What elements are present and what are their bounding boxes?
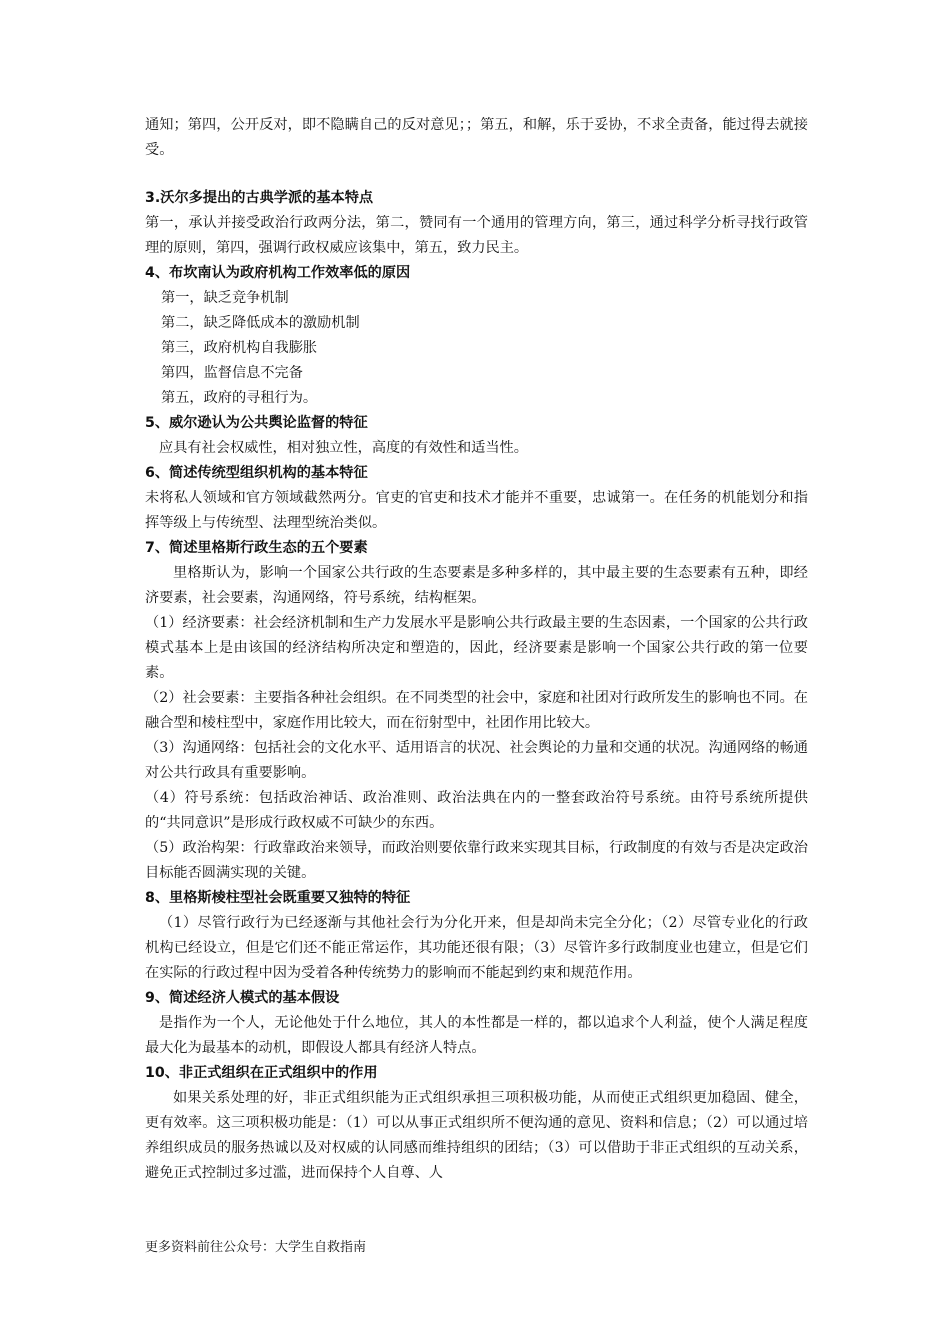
section-5-heading: 5、威尔逊认为公共舆论监督的特征 (145, 415, 368, 431)
section-7-heading: 7、简述里格斯行政生态的五个要素 (145, 540, 368, 556)
section-4-item: 第一，缺乏竞争机制 (161, 290, 289, 306)
section-3-body: 第一，承认并接受政治行政两分法，第二，赞同有一个通用的管理方向，第三，通过科学分析寻找行政管理的原则，第四，强调行政权威应该集中，第五，致力民主。 (145, 215, 808, 256)
section-7-intro: 里格斯认为，影响一个国家公共行政的生态要素是多种多样的，其中最主要的生态要素有五种，即经济要素，社会要素，沟通网络，符号系统，结构框架。 (145, 565, 808, 606)
section-7-item: （1）经济要素：社会经济机制和生产力发展水平是影响公共行政最主要的生态因素，一个国家的公共行政模式基本上是由该国的经济结构所决定和塑造的，因此，经济要素是影响一个国家公共行政的第一位要素。 (145, 615, 808, 681)
section-7-item: （2）社会要素：主要指各种社会组织。在不同类型的社会中，家庭和社团对行政所发生的影响也不同。在融合型和棱柱型中，家庭作用比较大，而在衍射型中，社团作用比较大。 (145, 690, 808, 731)
section-6-body: 未将私人领域和官方领域截然两分。官吏的官吏和技术才能并不重要，忠诚第一。在任务的机能划分和指挥等级上与传统型、法理型统治类似。 (145, 490, 808, 531)
section-7-item: （4）符号系统：包括政治神话、政治准则、政治法典在内的一整套政治符号系统。由符号系统所提供的“共同意识”是形成行政权威不可缺少的东西。 (145, 790, 808, 831)
section-8-heading: 8、里格斯棱柱型社会既重要又独特的特征 (145, 890, 411, 906)
section-4-item: 第二，缺乏降低成本的激励机制 (161, 315, 360, 331)
section-4-item: 第五，政府的寻租行为。 (161, 390, 318, 406)
document-page (145, 113, 808, 1186)
section-10-heading: 10、非正式组织在正式组织中的作用 (145, 1065, 378, 1081)
section-3-heading: 3.沃尔多提出的古典学派的基本特点 (145, 190, 374, 206)
intro-paragraph: 通知；第四，公开反对，即不隐瞒自己的反对意见；；第五，和解，乐于妥协，不求全责备，能过得去就接受。 (145, 117, 808, 158)
section-4-item: 第三，政府机构自我膨胀 (161, 340, 318, 356)
section-6-heading: 6、简述传统型组织机构的基本特征 (145, 465, 368, 481)
section-8-body: （1）尽管行政行为已经逐渐与其他社会行为分化开来，但是却尚未完全分化；（2）尽管专业化的行政机构已经设立，但是它们还不能正常运作，其功能还很有限；（3）尽管许多行政制度业也建立，但是它们在实际的行政过程中因为受着各种传统势力的影响而不能起到约束和规范作用。 (145, 915, 808, 981)
page-footer: 更多资料前往公众号：大学生自救指南 (145, 1240, 367, 1255)
section-7-item: （3）沟通网络：包括社会的文化水平、适用语言的状况、社会舆论的力量和交通的状况。沟通网络的畅通对公共行政具有重要影响。 (145, 740, 808, 781)
section-9-body: 是指作为一个人，无论他处于什么地位，其人的本性都是一样的，都以追求个人利益，使个人满足程度最大化为最基本的动机，即假设人都具有经济人特点。 (145, 1015, 808, 1056)
section-4-heading: 4、布坎南认为政府机构工作效率低的原因 (145, 265, 411, 281)
section-5-body: 应具有社会权威性，相对独立性，高度的有效性和适当性。 (159, 440, 528, 456)
section-7-item: （5）政治构架：行政靠政治来领导，而政治则要依靠行政来实现其目标，行政制度的有效与否是决定政治目标能否圆满实现的关键。 (145, 840, 808, 881)
section-9-heading: 9、简述经济人模式的基本假设 (145, 990, 340, 1006)
section-10-body: 如果关系处理的好，非正式组织能为正式组织承担三项积极功能，从而使正式组织更加稳固、健全，更有效率。这三项积极功能是：（1）可以从事正式组织所不便沟通的意见、资料和信息；（2）可以通过培养组织成员的服务热诚以及对权威的认同感而维持组织的团结；（3）可以借助于非正式组织的互动关系，避免正式控制过多过滥，进而保持个人自尊、人 (145, 1090, 808, 1181)
section-4-item: 第四，监督信息不完备 (161, 365, 303, 381)
